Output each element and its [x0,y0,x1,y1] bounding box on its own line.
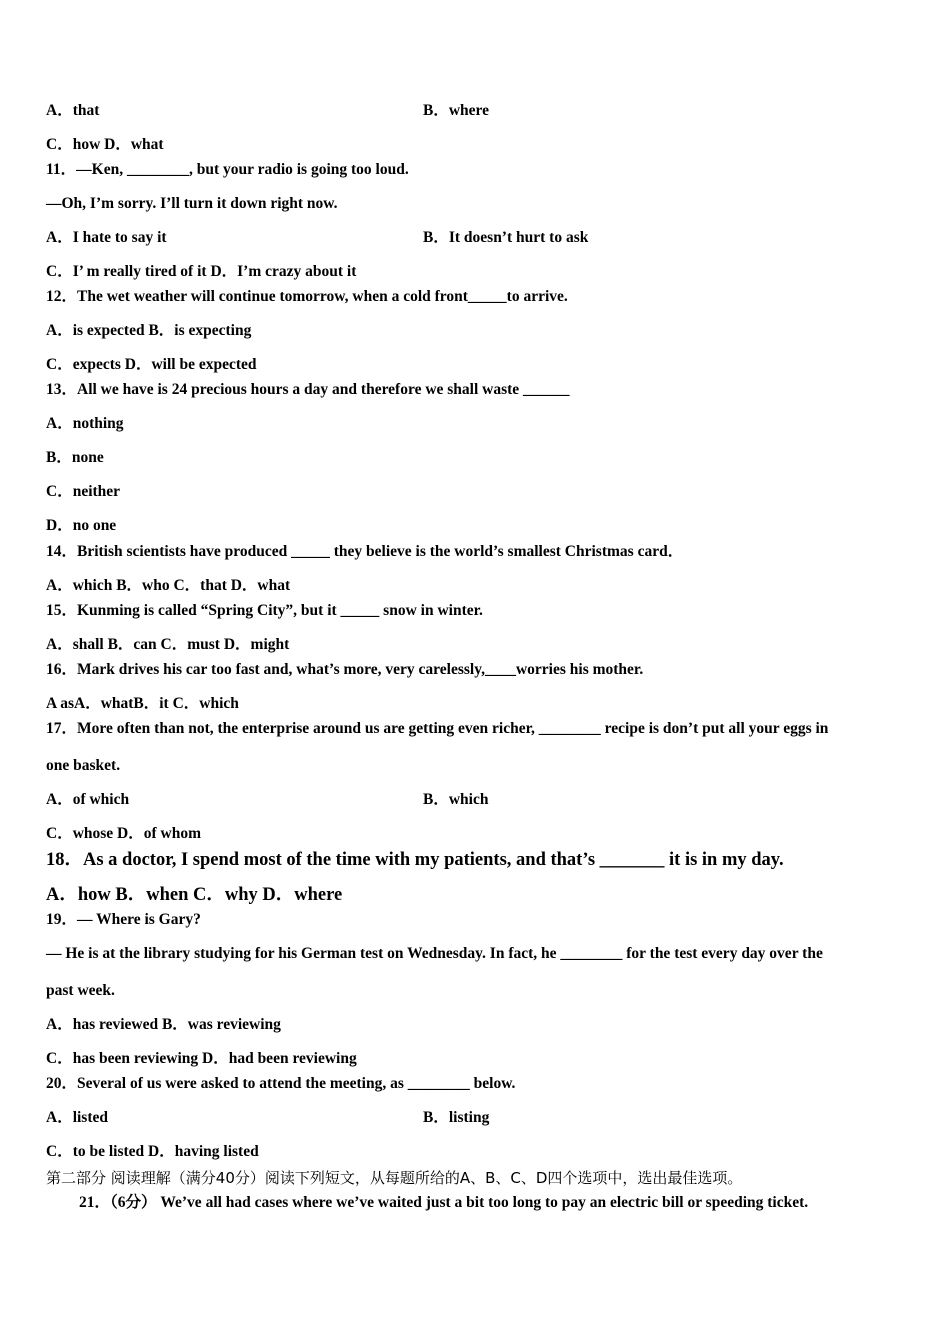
q20-options-ab [46,1108,490,1128]
q11-options-cd: C．I’ m really tired of it D．I’m crazy about it [46,263,357,280]
question-12: 12．The wet weather will continue tomorrow, when a cold front_____to arrive. [46,288,568,305]
q12-options-ab: A．is expected B．is expecting [46,322,252,339]
q19-options-cd: C．has been reviewing D．had been reviewing [46,1050,357,1067]
q13-option-a: A．nothing [46,415,124,432]
question-17-cont: one basket. [46,757,121,774]
option-b: B．It doesn’t hurt to ask [423,229,589,246]
option-b: B．listing [423,1109,490,1126]
option-a: A．of which [46,791,130,808]
q17-options-ab [46,790,489,810]
question-18: 18．As a doctor, I spend most of the time with my patients, and that’s _______ it is in my day. [46,850,784,870]
q19-options-ab: A．has reviewed B．was reviewing [46,1016,281,1033]
q13-option-d: D．no one [46,517,117,534]
option-a: A．that [46,102,100,119]
q20-options-cd: C．to be listed D．having listed [46,1143,259,1160]
question-11: 11．—Ken, ________, but your radio is going too loud. [46,161,409,178]
q14-options: A．which B．who C．that D．what [46,577,291,594]
question-21: 21．（6分） We’ve all had cases where we’ve waited just a bit too long to pay an electric bill or speeding ticket. [79,1194,809,1211]
q15-options: A．shall B．can C．must D．might [46,636,290,653]
question-17: 17．More often than not, the enterprise around us are getting even richer, ________ recipe is don’t put all your eggs in [46,720,829,737]
question-15: 15．Kunming is called “Spring City”, but it _____ snow in winter. [46,602,483,619]
option-a: A．listed [46,1109,109,1126]
q16-options: A asA．whatB．it C．which [46,695,239,712]
question-14: 14．British scientists have produced _____ they believe is the world’s smallest Christmas card． [46,543,684,560]
q12-options-cd: C．expects D．will be expected [46,356,257,373]
question-19: 19．— Where is Gary? [46,911,201,928]
q19-response-cont: past week. [46,982,115,999]
option-b: B．which [423,791,489,808]
question-20: 20．Several of us were asked to attend the meeting, as ________ below. [46,1075,516,1092]
option-a: A．I hate to say it [46,229,167,246]
q13-option-b: B．none [46,449,104,466]
option-b: B．where [423,102,490,119]
q10-options-cd: C．how D．what [46,136,164,153]
question-16: 16．Mark drives his car too fast and, what’s more, very carelessly,____worries his mother. [46,661,644,678]
q19-response: — He is at the library studying for his German test on Wednesday. In fact, he ________ for the test every day over the [46,945,823,962]
question-13: 13．All we have is 24 precious hours a day and therefore we shall waste ______ [46,381,570,398]
q13-option-c: C．neither [46,483,121,500]
section-heading: 第二部分 阅读理解（满分40分）阅读下列短文，从每题所给的A、B、C、D四个选项中，选出最佳选项。 [46,1169,743,1187]
q11-response: —Oh, I’m sorry. I’ll turn it down right now. [46,195,338,212]
q11-options-ab [46,228,589,248]
q17-options-cd: C．whose D．of whom [46,825,202,842]
q10-options-ab [46,101,490,121]
q18-options: A．how B．when C．why D．where [46,885,343,905]
